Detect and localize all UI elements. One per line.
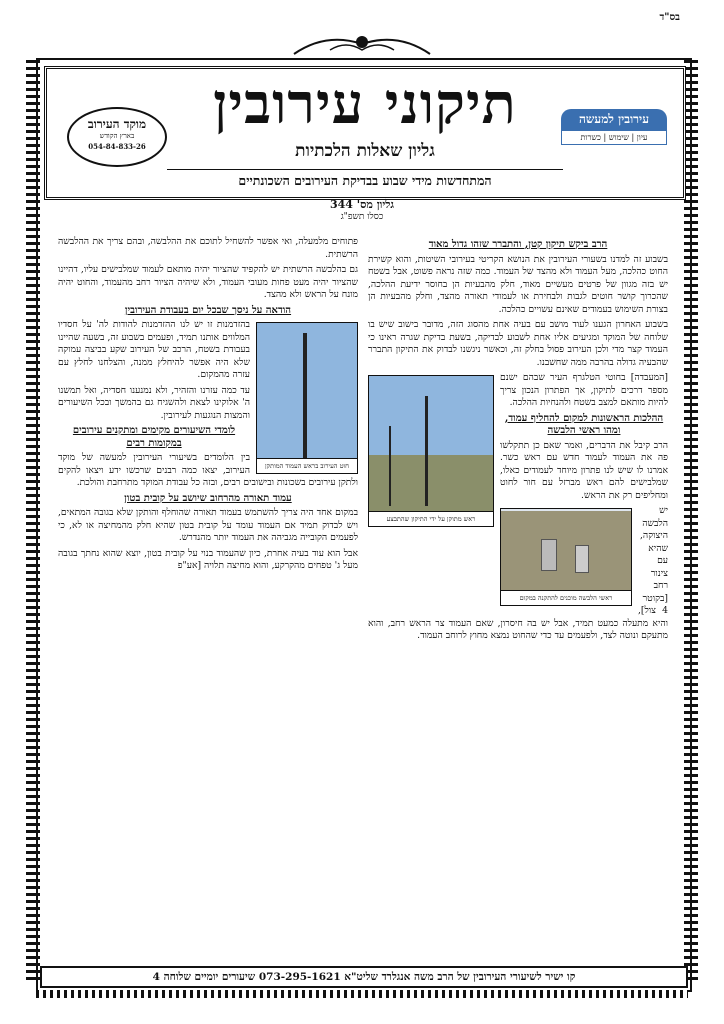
footer-hotline: קו ישיר לשיעורי העירובין של הרב משה אנגלרד שליט"א 073-295-1621 שיעורים יומיים שלוחה 4 [40, 966, 688, 988]
photo-caption: חוט העירוב בראש העמוד המותקן [257, 458, 357, 473]
moked-logo-name: מוקד העירוב [87, 117, 147, 131]
article-heading: הרב ביקש תיקון קטן, והתברר שזהו גדול מאוד [428, 239, 608, 250]
bsd-mark: בס"ד [659, 12, 680, 23]
article-paragraph: עד כמה עזרנו והזהיר, ולא נמנענו חסדיה, ואל תמשנו ה' אלוקינו לצאת ולהשגיח גם בהמשך ובכל השיעורים והמצות הנוגעות לעירובין. [58, 384, 250, 421]
article-paragraph: בשבוע זה למדנו בשעורי העירובין את הנושא הקריטי בעירובי השיטות, והוא קשירת החוט כהלכה, מעל העמוד ולא מהצד של העמוד. כמה שזה נראה פשוט, אבל בשטח יש בזה מגוון של פרטים מעשיים מאוד, חלק מהבעיות הן בחוסר ידיעת ההלכה, שהכרוך קושר חוטים לגבות ולבחירת או לעמודי תאורה מהצד, וחלק מהבעיות הן בצורת השימוש בעמודים שאינם עשויים כהלכה. [368, 253, 668, 315]
article-paragraph: יש הלבשה היצוקה, שהיא עם צינור רחב [בקוטר 4 צול], והיא מתעלה כמעט תמיד, אבל יש בה חיסרון, שאם העמוד צר הראש רחב, והוא מתעקם ונוטה לצד, ולפעמים עד כדי שהחוט נמצא מחוץ לרוחב העמוד. [368, 505, 668, 641]
photo-caption: ראש מתוקן על ידי התיקון שהתבצע [369, 511, 493, 526]
page-tagline: המתחדשות מידי שבוע בבדיקת העירובים השכונתיים [167, 169, 563, 189]
article-paragraph: אבל הוא עוד בעיה אחרת, כיון שהעמוד בנוי על קובית בטון, יוצא שהוא נחתך בגובה מעל ג' טפחים מהקרקע, והוא מחיצה תלויה [אע"פ [58, 547, 358, 571]
moked-logo [67, 107, 167, 167]
article-heading: הודאה על ניסך שבכל יום בעבודת העירובין [124, 304, 292, 316]
article-paragraph: בשבוע האחרון הגענו לעוד מושב עם בעיה אחת מהסוג הזה, מדובר בישוב שיש בו שלוחה של המוקד ומגיעים אליו אחת לשבוע לבדיקה, בשעת בדיקת שגרה ראינו כי העמוד קצר מדי ולכן העירוב פסול בחלק זה, וכאשר ניגשנו לבדוק את התיקון התברר שהבעיה גדולה בהרבה ממה שחשבנו. [368, 319, 668, 368]
moked-logo-sub: בארץ הקודש [99, 132, 135, 140]
article-heading: לומדי השיעורים מקימים ומתקנים עירובים במקומות רבים [72, 425, 236, 449]
article-paragraph: פתוחים מלמעלה, ואי אפשר להשחיל לתוכם את ההלבשה, ובהם צריך את ההלבשה הרשתית. [58, 236, 358, 260]
left-column [58, 236, 358, 958]
page-title: תיקוני עירובין [213, 71, 517, 137]
article-heading: עמוד תאורה מהרחוב שיושב על קובית בטון [124, 492, 292, 504]
logo-badge: עירובין למעשה [561, 109, 667, 130]
top-ornament [290, 30, 434, 58]
photo-fixed-pole [368, 375, 494, 527]
right-column [368, 236, 668, 958]
article-paragraph: בהזדמנות זו יש לנו ההזדמנות להודות לה' על חסדיו המלווים אותנו תמיד, ופעמים בשבוע זה, בשעה שהיינו בעבודת בשטח, הרכב של העירוב שקע בביצה עמוקה שלא היה אפשר להיחלץ ממנה, והצלחנו לחלץ עם עזרה מהמקום. [58, 319, 250, 380]
photo-caption: ראשי הלבשה מוכנים להתקנה במקום [501, 590, 631, 605]
masthead [44, 66, 686, 200]
photo-pole [256, 322, 358, 474]
article-paragraph: הרב קיבל את הדברים, ואמר שאם כן תתקלשו פה את העמוד לעמוד חדש עם ראש כשר. אמרנו לו שיש לנו פתרון מיוחד לעמודים כאלו, שמלבישים להם ראש מברזל עם חור לחוט ומחליפים רק את הראש. [500, 439, 668, 501]
article-paragraph: במקום אחד היה צריך להשתמש בעמוד תאורה שהוחלף והותקן שלא בגובה המתאים, ויש לבדוק תמיד אם העמוד עומד על קובית בטון שהיא חלק מהמחיצה או לא, כי לפעמים הקובייה מגביהה את העמוד יותר מהנדרש. [58, 507, 358, 543]
article-paragraph: בין הלומדים בשיעורי העירובין למעשה של מוקד העירוב, יצאו כמה רבנים שרכשו ידע ויצאו להקים ולתקן עירובים בשכונות ובישובים רבים, ובזה כל עבודת המוקד מתרחבת והולכת. [58, 452, 358, 488]
bottom-ornament [36, 990, 688, 998]
issue-number: גליון מס' 344 [329, 198, 395, 211]
moked-logo-phone: 054-84-833-26 [88, 142, 146, 151]
logo-tagline: עיון | שימוש | כשרות [561, 130, 667, 145]
article-heading: ההלכות הראשונות למקום להחליף עמוד, ומהו ראשי הלבשה [504, 412, 664, 436]
eruvin-lemaase-logo [561, 109, 667, 161]
article-paragraph: גם בהלבשה הרשתית יש להקפיד שהציור יהיה מותאם לעמוד שמלבישים עליו, דהיינו שהציור יהיה מעט פחות מעובי העמוד, ולא שיהיה הציור רחב מהעמוד, והחוט יהיה מונח על הראש ולא מהצד. [58, 264, 358, 300]
issue-date: כסלו תשפ"ג [340, 212, 384, 222]
issue-info [272, 198, 452, 222]
article-paragraph: [המעבדה] בחוטי הטלגרף העיר שבהם ישנם מספר דרכים לתיקון, אך הפתרון הנכון צריך להיות מותאם למצב בשטח ולהנחיות ההלכה. [500, 372, 668, 408]
photo-caps [500, 508, 632, 606]
page-subtitle: גליון שאלות הלכתיות [295, 141, 435, 161]
